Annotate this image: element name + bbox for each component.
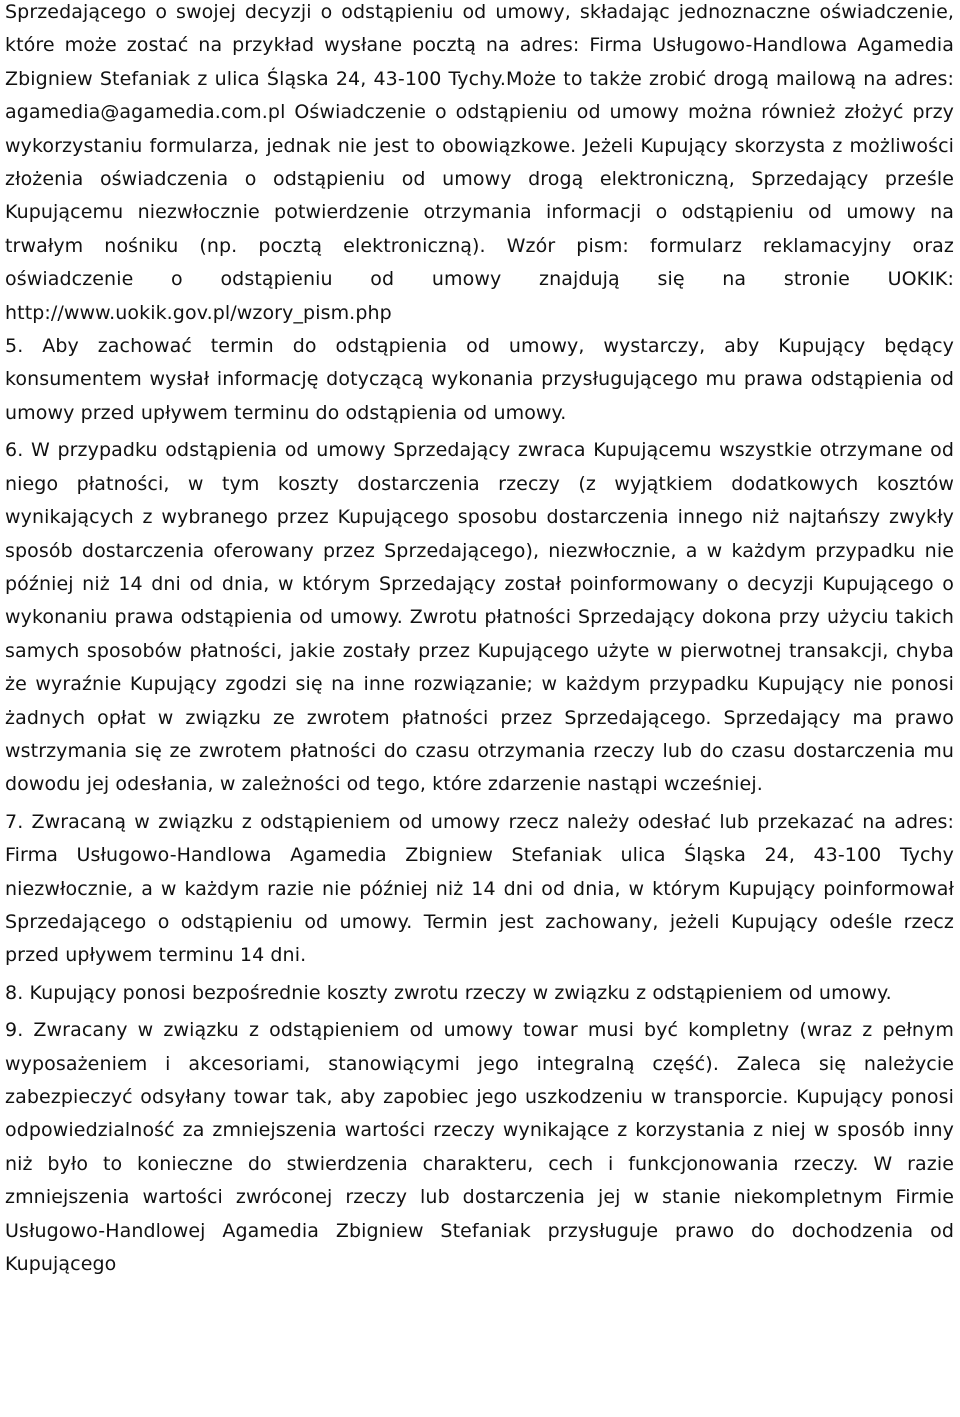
paragraph-7: 7. Zwracaną w związku z odstąpieniem od umowy rzecz należy odesłać lub przekazać na adres: Firma Usługowo-Handlowa Agamedia Zbigniew Stefaniak ulica Śląska 24, 43-100 Tychy niezwłocznie, a w każdym razie nie później niż 14 dni od dnia, w którym Kupujący poinformował Sprzedającego o odstąpieniu od umowy. Termin jest zachowany, jeżeli Kupujący odeśle rzecz przed upływem terminu 14 dni. [5, 810, 954, 967]
paragraph-withdrawal-notice: Sprzedającego o swojej decyzji o odstąpieniu od umowy, składając jednoznaczne oświadczenie, które może zostać na przykład wysłane pocztą na adres: Firma Usługowo-Handlowa Agamedia Zbigniew Stefaniak z ulica Śląska 24, 43-100 Tychy.Może to także zrobić drogą mailową na adres: agamedia@agamedia.com.pl Oświadczenie o odstąpieniu od umowy można również złożyć przy wykorzystaniu formularza, jednak nie jest to obowiązkowe. Jeżeli Kupujący skorzysta z możliwości złożenia oświadczenia o odstąpieniu od umowy drogą elektroniczną, Sprzedający prześle Kupującemu niezwłocznie potwierdzenie otrzymania informacji o odstąpieniu od umowy na trwałym nośniku (np. pocztą elektroniczną). Wzór pism: formularz reklamacyjny oraz oświadczenie o odstąpieniu od umowy znajdują się na stronie UOKIK: http://www.uokik.gov.pl/wzory_pism.php [5, 1, 954, 324]
paragraph-5: 5. Aby zachować termin do odstąpienia od umowy, wystarczy, aby Kupujący będący konsumentem wysłał informację dotyczącą wykonania przysługującego mu prawa odstąpienia od umowy przed upływem terminu do odstąpienia od umowy. [5, 335, 954, 424]
paragraph-6: 6. W przypadku odstąpienia od umowy Sprzedający zwraca Kupującemu wszystkie otrzymane od niego płatności, w tym koszty dostarczenia rzeczy (z wyjątkiem dodatkowych kosztów wynikających z wybranego przez Kupującego sposobu dostarczenia innego niż najtańszy zwykły sposób dostarczenia oferowany przez Sprzedającego), niezwłocznie, a w każdym przypadku nie później niż 14 dni od dnia, w którym Sprzedający został poinformowany o decyzji Kupującego o wykonaniu prawa odstąpienia od umowy. Zwrotu płatności Sprzedający dokona przy użyciu takich samych sposobów płatności, jakie zostały przez Kupującego użyte w pierwotnej transakcji, chyba że wyraźnie Kupujący zgodzi się na inne rozwiązanie; w każdym przypadku Kupujący nie ponosi żadnych opłat w związku ze zwrotem płatności przez Sprzedającego. Sprzedający ma prawo wstrzymania się ze zwrotem płatności do czasu otrzymania rzeczy lub do czasu dostarczenia mu dowodu jej odesłania, w zależności od tego, które zdarzenie nastąpi wcześniej. [5, 439, 954, 796]
paragraph-9: 9. Zwracany w związku z odstąpieniem od umowy towar musi być kompletny (wraz z pełnym wyposażeniem i akcesoriami, stanowiącymi jego integralną część). Zaleca się należycie zabezpieczyć odsyłany towar tak, aby zapobiec jego uszkodzeniu w transporcie. Kupujący ponosi odpowiedzialność za zmniejszenia wartości rzeczy wynikające z korzystania z niej w sposób inny niż było to konieczne do stwierdzenia charakteru, cech i funkcjonowania rzeczy. W razie zmniejszenia wartości zwróconej rzeczy lub dostarczenia jej w stanie niekompletnym Firmie Usługowo-Handlowej Agamedia Zbigniew Stefaniak przysługuje prawo do dochodzenia od Kupującego [5, 1019, 954, 1276]
paragraph-8: 8. Kupujący ponosi bezpośrednie koszty zwrotu rzeczy w związku z odstąpieniem od umowy. [5, 981, 892, 1004]
